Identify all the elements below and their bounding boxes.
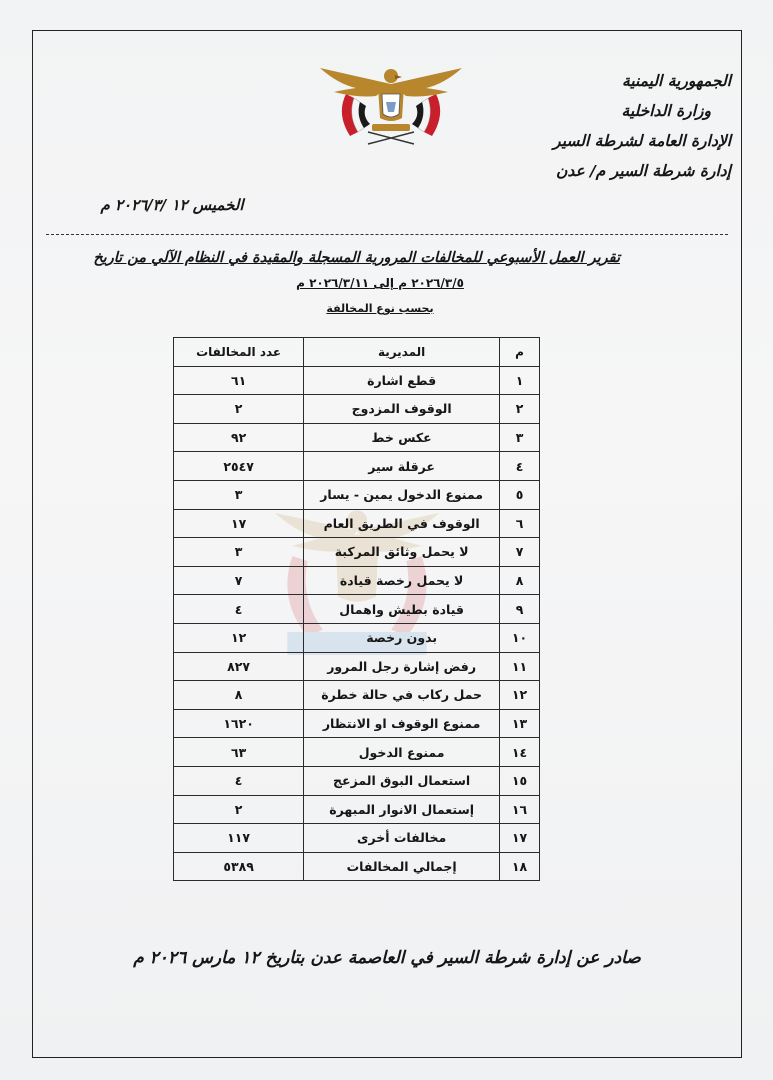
report-date-range: ٢٠٢٦/٣/٥ م إلى ٢٠٢٦/٣/١١ م	[296, 276, 464, 290]
violation-type: ممنوع الوقوف او الانتظار	[304, 709, 500, 738]
table-row	[174, 509, 540, 538]
table-row	[174, 824, 540, 853]
violation-count: ٤	[174, 766, 304, 795]
violation-type: عرقلة سير	[304, 452, 500, 481]
violation-count: ٦٣	[174, 738, 304, 767]
violation-type: الوقوف في الطريق العام	[304, 509, 500, 538]
table-row	[174, 480, 540, 509]
row-number: ٤	[500, 452, 540, 481]
dashed-separator	[46, 234, 728, 235]
letterhead-department: الإدارة العامة لشرطة السير	[553, 132, 731, 150]
letterhead-ministry: وزارة الداخلية	[621, 102, 711, 120]
violation-count: ٢	[174, 395, 304, 424]
table-row-total	[174, 852, 540, 881]
violation-count: ١٦٢٠	[174, 709, 304, 738]
violation-count: ١١٧	[174, 824, 304, 853]
row-number: ١	[500, 366, 540, 395]
document-date: الخميس ١٢ /٢٠٢٦/٣ م	[100, 196, 244, 214]
report-title: تقرير العمل الأسبوعي للمخالفات المرورية المسجلة والمقيدة في النظام الآلي من تاريخ	[93, 250, 620, 266]
table-row	[174, 738, 540, 767]
row-number: ١٧	[500, 824, 540, 853]
violation-type: حمل ركاب في حالة خطرة	[304, 681, 500, 710]
header-number: م	[500, 338, 540, 367]
table-row	[174, 652, 540, 681]
table-row	[174, 423, 540, 452]
violation-type: ممنوع الدخول يمين - يسار	[304, 480, 500, 509]
violation-count: ٤	[174, 595, 304, 624]
table-row	[174, 595, 540, 624]
table-header-row	[174, 338, 540, 367]
table-row	[174, 623, 540, 652]
report-subtitle: بحسب نوع المخالفة	[326, 302, 434, 315]
row-number: ١٦	[500, 795, 540, 824]
violation-count: ٩٢	[174, 423, 304, 452]
violation-count: ٣	[174, 538, 304, 567]
violation-type: قيادة بطيش واهمال	[304, 595, 500, 624]
violation-type: لا يحمل وثائق المركبة	[304, 538, 500, 567]
table-row	[174, 681, 540, 710]
violation-count: ٥٣٨٩	[174, 852, 304, 881]
violation-type: رفض إشارة رجل المرور	[304, 652, 500, 681]
violation-type: الوقوف المزدوج	[304, 395, 500, 424]
yemen-eagle-emblem-icon	[316, 58, 466, 154]
table-row	[174, 538, 540, 567]
row-number: ١٤	[500, 738, 540, 767]
violation-type: إستعمال الانوار المبهرة	[304, 795, 500, 824]
issued-by-footer: صادر عن إدارة شرطة السير في العاصمة عدن بتاريخ ١٢ مارس ٢٠٢٦ م	[133, 948, 641, 968]
row-number: ٢	[500, 395, 540, 424]
table-row	[174, 452, 540, 481]
row-number: ٥	[500, 480, 540, 509]
letterhead	[481, 66, 731, 186]
row-number: ٨	[500, 566, 540, 595]
violations-table	[173, 337, 540, 881]
table-row	[174, 709, 540, 738]
table-row	[174, 566, 540, 595]
row-number: ٩	[500, 595, 540, 624]
violation-count: ٧	[174, 566, 304, 595]
row-number: ١٣	[500, 709, 540, 738]
row-number: ٦	[500, 509, 540, 538]
violation-type: ممنوع الدخول	[304, 738, 500, 767]
row-number: ٧	[500, 538, 540, 567]
violation-type: استعمال البوق المزعج	[304, 766, 500, 795]
violation-count: ٦١	[174, 366, 304, 395]
letterhead-country: الجمهورية اليمنية	[622, 72, 731, 90]
header-violation-type: المديرية	[304, 338, 500, 367]
table-row	[174, 766, 540, 795]
row-number: ٣	[500, 423, 540, 452]
violation-count: ١٢	[174, 623, 304, 652]
letterhead-branch: إدارة شرطة السير م/ عدن	[555, 162, 731, 180]
violation-type: عكس خط	[304, 423, 500, 452]
violation-type: لا يحمل رخصة قيادة	[304, 566, 500, 595]
violation-type: مخالفات أخرى	[304, 824, 500, 853]
violation-count: ٨	[174, 681, 304, 710]
row-number: ١١	[500, 652, 540, 681]
violation-count: ٣	[174, 480, 304, 509]
violation-type: بدون رخصة	[304, 623, 500, 652]
row-number: ١٨	[500, 852, 540, 881]
violation-type: إجمالي المخالفات	[304, 852, 500, 881]
row-number: ١٥	[500, 766, 540, 795]
header-violation-count: عدد المخالفات	[174, 338, 304, 367]
table-row	[174, 395, 540, 424]
table-row	[174, 366, 540, 395]
table-row	[174, 795, 540, 824]
row-number: ١٠	[500, 623, 540, 652]
violation-count: ٢٥٤٧	[174, 452, 304, 481]
violation-count: ٨٢٧	[174, 652, 304, 681]
violation-count: ٢	[174, 795, 304, 824]
violation-type: قطع اشارة	[304, 366, 500, 395]
violation-count: ١٧	[174, 509, 304, 538]
row-number: ١٢	[500, 681, 540, 710]
